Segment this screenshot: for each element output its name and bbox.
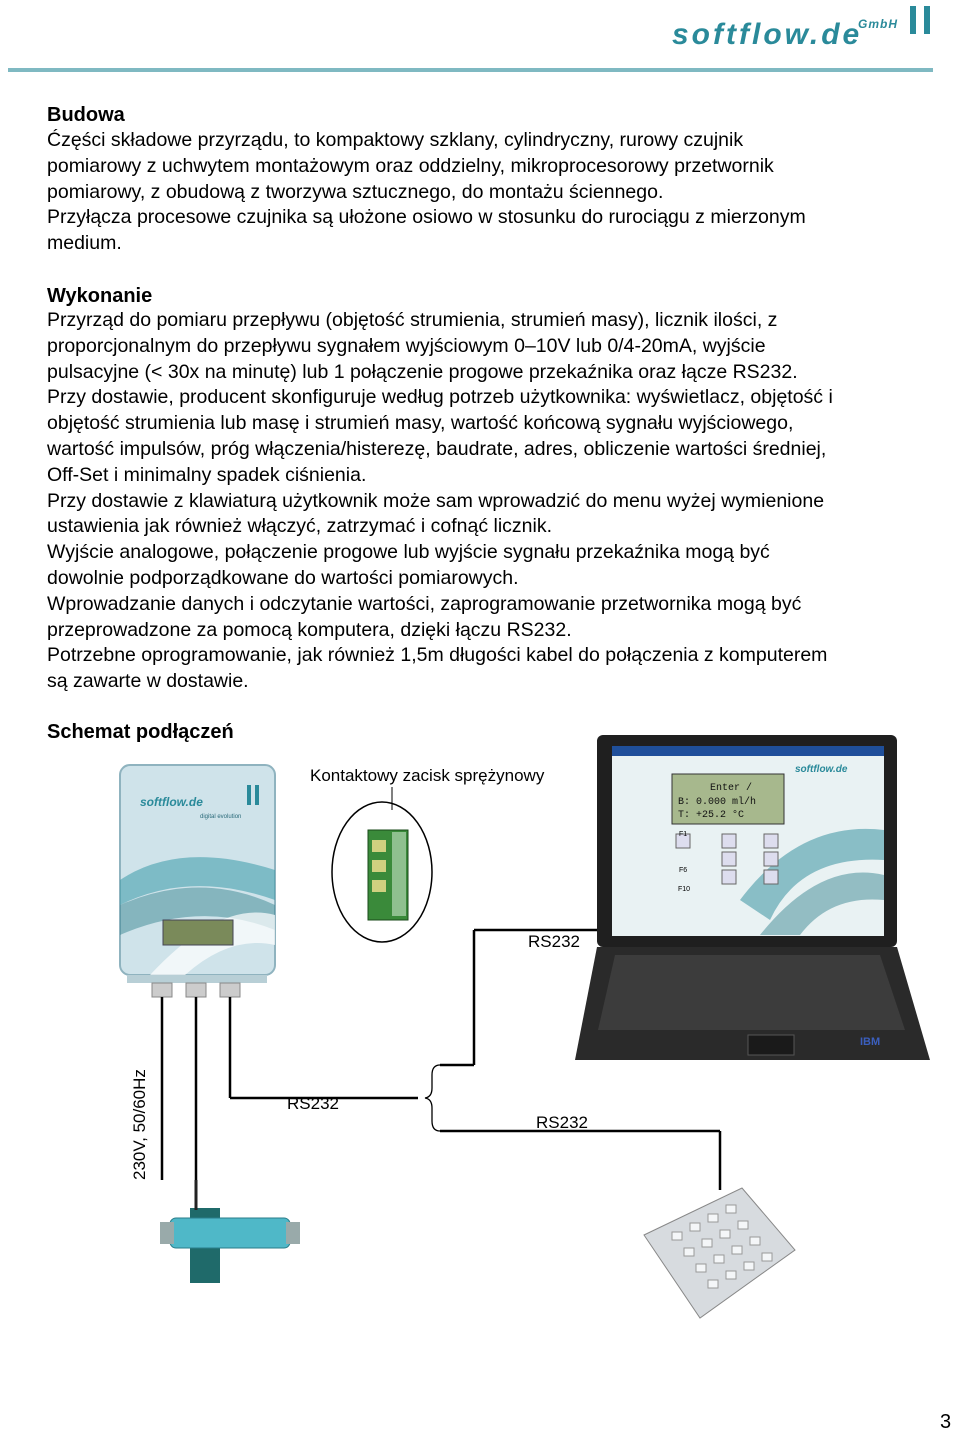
connection-brace	[425, 1065, 440, 1131]
device-display	[163, 920, 233, 945]
header-divider	[8, 68, 933, 72]
laptop-brand: IBM	[860, 1036, 881, 1048]
page-number: 3	[940, 1411, 952, 1433]
rs232-label-transmitter: RS232	[287, 1094, 339, 1113]
section-title-schemat: Schemat podłączeń	[47, 721, 234, 743]
section-title-budowa: Budowa	[47, 104, 125, 126]
device-logo-text: softflow.de	[140, 795, 203, 809]
flow-sensor	[160, 1180, 300, 1283]
device-subtitle-text: digital evolution	[200, 814, 242, 820]
screen-logo: softflow.de	[795, 764, 848, 775]
power-label: 230V, 50/60Hz	[130, 1069, 149, 1180]
laptop	[575, 735, 930, 1060]
keypad	[644, 1188, 795, 1318]
section-body-budowa: Ćzęści składowe przyrządu, to kompaktowy szklany, cylindryczny, rurowy czujnik pomiarowy z uchwytem montażowym oraz oddzielny, mikroprocesorowy przetwornik pomiarowy, z obudową z tworzywa sztucznego, do montażu ściennego. Przyłącza procesowe czujnika są ułożone osiowo w stosunku do rurociągu z mierzonym medium.	[47, 129, 806, 255]
fkey-f10: F10	[678, 886, 691, 893]
spring-terminal-block	[332, 802, 432, 942]
transmitter-housing	[120, 765, 275, 997]
rs232-label-keypad: RS232	[536, 1113, 588, 1132]
logo-bar-icon	[924, 6, 930, 34]
company-logo-suffix: GmbH	[858, 17, 898, 31]
company-logo: softflow.de	[672, 18, 863, 51]
terminal-label: Kontaktowy zacisk sprężynowy	[310, 766, 545, 785]
fkey-f1: F1	[679, 831, 688, 838]
screen-line3: T: +25.2 °C	[678, 810, 745, 821]
screen-line1: Enter /	[710, 783, 753, 794]
logo-bar-icon	[910, 6, 916, 34]
rs232-label-laptop: RS232	[528, 932, 580, 951]
section-body-wykonanie: Przyrząd do pomiaru przepływu (objętość strumienia, strumień masy), licznik ilości, z proporcjonalnym do przepływu sygnałem wyjściowym 0–10V lub 0/4-20mA, wyjście pulsacyjne (< 30x na minutę) lub 1 połączenie progowe przekaźnika oraz łącze RS232. Przy dostawie, producent skonfiguruje według potrzeb użytkownika: wyświetlacz, objętość i objętość strumienia lub masę i strumień masy, wartość końcową sygnału wyjściowego, wartość impulsów, próg włączenia/histerezę, baudrate, adres, obliczenie wartości średniej, Off-Set i minimalny spadek ciśnienia. Przy dostawie z klawiaturą użytkownik może sam wprowadzić do menu wyżej wymienione ustawienia jak również włączyć, zatrzymać i cofnąć licznik. Wyjście analogowe, połączenie progowe lub wyjście sygnału przekaźnika mogą być dowolnie podporządkowane do wartości pomiarowych. Wprowadzanie danych i odczytanie wartości, zaprogramowanie przetwornika mogą być przeprowadzone za pomocą komputera, dzięki łączu RS232. Potrzebne oprogramowanie, jak również 1,5m długości kabel do połączenia z komputerem są zawarte w dostawie.	[47, 309, 833, 693]
screen-line2: B: 0.000 ml/h	[678, 797, 757, 808]
fkey-f6: F6	[679, 867, 688, 874]
section-title-wykonanie: Wykonanie	[47, 285, 153, 307]
connection-diagram	[0, 730, 960, 1410]
